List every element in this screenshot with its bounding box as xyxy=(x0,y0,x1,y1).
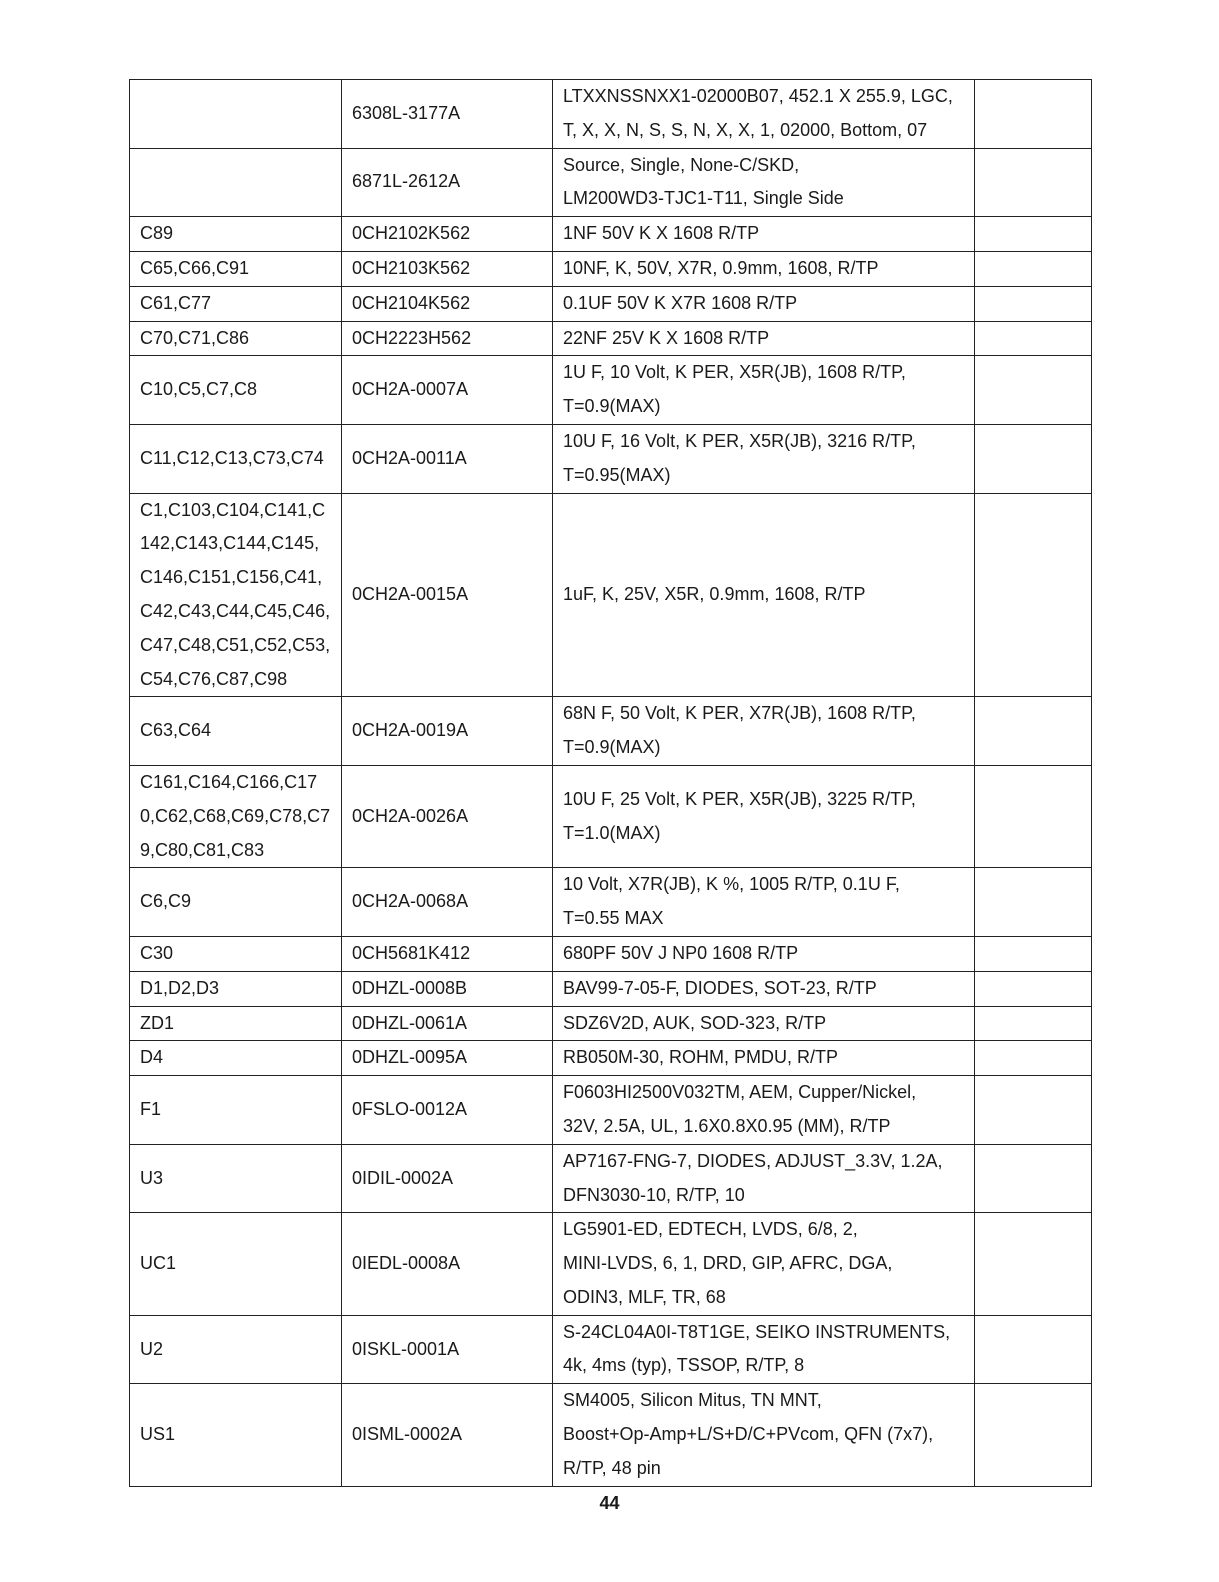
location-cell: U2 xyxy=(130,1315,342,1384)
location-cell: ZD1 xyxy=(130,1006,342,1041)
location-cell xyxy=(130,80,342,149)
description-cell xyxy=(553,321,975,356)
part-number-cell: 0CH5681K412 xyxy=(342,936,553,971)
remark-cell xyxy=(975,80,1092,149)
description-cell xyxy=(553,424,975,493)
description-line: Source, Single, None-C/SKD, xyxy=(563,154,800,175)
remark-cell xyxy=(975,1213,1092,1315)
description-line: F0603HI2500V032TM, AEM, Cupper/Nickel, xyxy=(563,1082,917,1103)
parts-table-body xyxy=(130,80,1092,1487)
description-line: LTXXNSSNXX1-02000B07, 452.1 X 255.9, LGC, xyxy=(563,86,953,106)
table-row xyxy=(130,697,1092,766)
remark-cell xyxy=(975,936,1092,971)
location-cell: C161,C164,C166,C170,C62,C68,C69,C78,C79,C80,C81,C83 xyxy=(130,765,342,867)
description-line: 10U F, 16 Volt, K PER, X5R(JB), 3216 R/TP, xyxy=(563,430,916,451)
table-row xyxy=(130,1213,1092,1315)
remark-cell xyxy=(975,1144,1092,1213)
description-cell xyxy=(553,217,975,252)
description-cell xyxy=(553,868,975,937)
description-cell xyxy=(553,356,975,425)
part-number-cell: 0ISKL-0001A xyxy=(342,1315,553,1384)
table-row xyxy=(130,1384,1092,1486)
part-number-cell: 0IEDL-0008A xyxy=(342,1213,553,1315)
location-cell xyxy=(130,148,342,217)
remark-cell xyxy=(975,148,1092,217)
description-line: LG5901-ED, EDTECH, LVDS, 6/8, 2, xyxy=(563,1219,858,1240)
remark-cell xyxy=(975,971,1092,1006)
description-line: 32V, 2.5A, UL, 1.6X0.8X0.95 (MM), R/TP xyxy=(563,1115,891,1136)
part-number-cell: 0CH2A-0026A xyxy=(342,765,553,867)
remark-cell xyxy=(975,868,1092,937)
description-line: DFN3030-10, R/TP, 10 xyxy=(563,1184,745,1205)
description-line: 68N F, 50 Volt, K PER, X7R(JB), 1608 R/TP, xyxy=(563,703,916,724)
table-row xyxy=(130,148,1092,217)
location-cell: C30 xyxy=(130,936,342,971)
description-line: 4k, 4ms (typ), TSSOP, R/TP, 8 xyxy=(563,1355,805,1376)
remark-cell xyxy=(975,493,1092,697)
description-cell xyxy=(553,1315,975,1384)
description-line: 1uF, K, 25V, X5R, 0.9mm, 1608, R/TP xyxy=(563,584,866,605)
location-cell: C89 xyxy=(130,217,342,252)
remark-cell xyxy=(975,697,1092,766)
table-row xyxy=(130,321,1092,356)
table-row xyxy=(130,971,1092,1006)
remark-cell xyxy=(975,217,1092,252)
description-line: 1NF 50V K X 1608 R/TP xyxy=(563,223,760,244)
remark-cell xyxy=(975,424,1092,493)
remark-cell xyxy=(975,356,1092,425)
table-row xyxy=(130,765,1092,867)
part-number-cell: 0CH2103K562 xyxy=(342,251,553,286)
description-line: SDZ6V2D, AUK, SOD-323, R/TP xyxy=(563,1012,827,1033)
location-cell: D1,D2,D3 xyxy=(130,971,342,1006)
page-number: 44 xyxy=(599,1493,620,1513)
table-row xyxy=(130,424,1092,493)
part-number-cell: 0CH2A-0011A xyxy=(342,424,553,493)
part-number-cell: 0CH2A-0015A xyxy=(342,493,553,697)
description-line: 1U F, 10 Volt, K PER, X5R(JB), 1608 R/TP, xyxy=(563,362,906,383)
parts-table xyxy=(129,79,1092,1487)
location-cell: C6,C9 xyxy=(130,868,342,937)
description-cell xyxy=(553,286,975,321)
description-line: LM200WD3-TJC1-T11, Single Side xyxy=(563,188,844,209)
part-number-cell: 0CH2104K562 xyxy=(342,286,553,321)
description-line: T, X, X, N, S, S, N, X, X, 1, 02000, Bottom, 07 xyxy=(563,119,928,140)
description-cell xyxy=(553,936,975,971)
description-line: 680PF 50V J NP0 1608 R/TP xyxy=(563,942,799,963)
description-line: RB050M-30, ROHM, PMDU, R/TP xyxy=(563,1047,839,1068)
table-row xyxy=(130,1076,1092,1145)
part-number-cell: 6308L-3177A xyxy=(342,80,553,149)
part-number-cell: 0FSLO-0012A xyxy=(342,1076,553,1145)
table-row xyxy=(130,936,1092,971)
description-line: MINI-LVDS, 6, 1, DRD, GIP, AFRC, DGA, xyxy=(563,1253,893,1274)
location-cell: C10,C5,C7,C8 xyxy=(130,356,342,425)
part-number-cell: 0ISML-0002A xyxy=(342,1384,553,1486)
table-row xyxy=(130,80,1092,149)
description-line: T=1.0(MAX) xyxy=(563,822,661,843)
description-cell xyxy=(553,1144,975,1213)
table-row xyxy=(130,868,1092,937)
table-row xyxy=(130,1041,1092,1076)
description-line: SM4005, Silicon Mitus, TN MNT, xyxy=(563,1390,822,1411)
remark-cell xyxy=(975,251,1092,286)
description-line: T=0.55 MAX xyxy=(563,908,664,929)
description-line: ODIN3, MLF, TR, 68 xyxy=(563,1286,726,1307)
description-line: Boost+Op-Amp+L/S+D/C+PVcom, QFN (7x7), xyxy=(563,1424,934,1445)
remark-cell xyxy=(975,765,1092,867)
description-cell xyxy=(553,148,975,217)
part-number-cell: 0DHZL-0095A xyxy=(342,1041,553,1076)
part-number-cell: 0CH2A-0019A xyxy=(342,697,553,766)
part-number-cell: 0CH2A-0007A xyxy=(342,356,553,425)
part-number-cell: 0IDIL-0002A xyxy=(342,1144,553,1213)
remark-cell xyxy=(975,321,1092,356)
location-cell: C65,C66,C91 xyxy=(130,251,342,286)
description-line: 10 Volt, X7R(JB), K %, 1005 R/TP, 0.1U F, xyxy=(563,874,900,895)
part-number-cell: 6871L-2612A xyxy=(342,148,553,217)
location-cell: C11,C12,C13,C73,C74 xyxy=(130,424,342,493)
description-line: BAV99-7-05-F, DIODES, SOT-23, R/TP xyxy=(563,977,877,998)
table-row xyxy=(130,356,1092,425)
description-line: AP7167-FNG-7, DIODES, ADJUST_3.3V, 1.2A, xyxy=(563,1150,943,1171)
part-number-cell: 0CH2102K562 xyxy=(342,217,553,252)
location-cell: C70,C71,C86 xyxy=(130,321,342,356)
location-cell: US1 xyxy=(130,1384,342,1486)
location-cell: D4 xyxy=(130,1041,342,1076)
location-cell: C1,C103,C104,C141,C142,C143,C144,C145,C146,C151,C156,C41,C42,C43,C44,C45,C46,C47,C48,C51,C52,C53,C54,C76,C87,C98 xyxy=(130,493,342,697)
description-cell xyxy=(553,493,975,697)
table-row xyxy=(130,251,1092,286)
description-line: T=0.9(MAX) xyxy=(563,737,661,758)
description-line: T=0.9(MAX) xyxy=(563,396,661,417)
description-line: 0.1UF 50V K X7R 1608 R/TP xyxy=(563,292,798,313)
description-line: 10U F, 25 Volt, K PER, X5R(JB), 3225 R/TP, xyxy=(563,788,916,809)
description-cell xyxy=(553,1384,975,1486)
description-cell xyxy=(553,971,975,1006)
description-line: S-24CL04A0I-T8T1GE, SEIKO INSTRUMENTS, xyxy=(563,1321,951,1342)
part-number-cell: 0CH2A-0068A xyxy=(342,868,553,937)
remark-cell xyxy=(975,286,1092,321)
table-row xyxy=(130,286,1092,321)
description-cell xyxy=(553,1213,975,1315)
location-cell: UC1 xyxy=(130,1213,342,1315)
remark-cell xyxy=(975,1384,1092,1486)
part-number-cell: 0DHZL-0008B xyxy=(342,971,553,1006)
description-line: T=0.95(MAX) xyxy=(563,464,671,485)
table-row xyxy=(130,1006,1092,1041)
remark-cell xyxy=(975,1006,1092,1041)
part-number-cell: 0DHZL-0061A xyxy=(342,1006,553,1041)
location-cell: C63,C64 xyxy=(130,697,342,766)
location-cell: U3 xyxy=(130,1144,342,1213)
description-cell xyxy=(553,697,975,766)
location-cell: F1 xyxy=(130,1076,342,1145)
table-row xyxy=(130,493,1092,697)
description-line: 10NF, K, 50V, X7R, 0.9mm, 1608, R/TP xyxy=(563,257,879,278)
table-row xyxy=(130,1315,1092,1384)
remark-cell xyxy=(975,1041,1092,1076)
location-cell: C61,C77 xyxy=(130,286,342,321)
description-cell xyxy=(553,251,975,286)
description-cell xyxy=(553,1006,975,1041)
table-row xyxy=(130,217,1092,252)
description-line: 22NF 25V K X 1608 R/TP xyxy=(563,327,770,348)
description-cell xyxy=(553,80,975,149)
description-cell xyxy=(553,765,975,867)
description-cell xyxy=(553,1041,975,1076)
remark-cell xyxy=(975,1315,1092,1384)
description-line: R/TP, 48 pin xyxy=(563,1457,661,1478)
table-row xyxy=(130,1144,1092,1213)
document-page xyxy=(129,79,1091,1487)
part-number-cell: 0CH2223H562 xyxy=(342,321,553,356)
description-cell xyxy=(553,1076,975,1145)
remark-cell xyxy=(975,1076,1092,1145)
